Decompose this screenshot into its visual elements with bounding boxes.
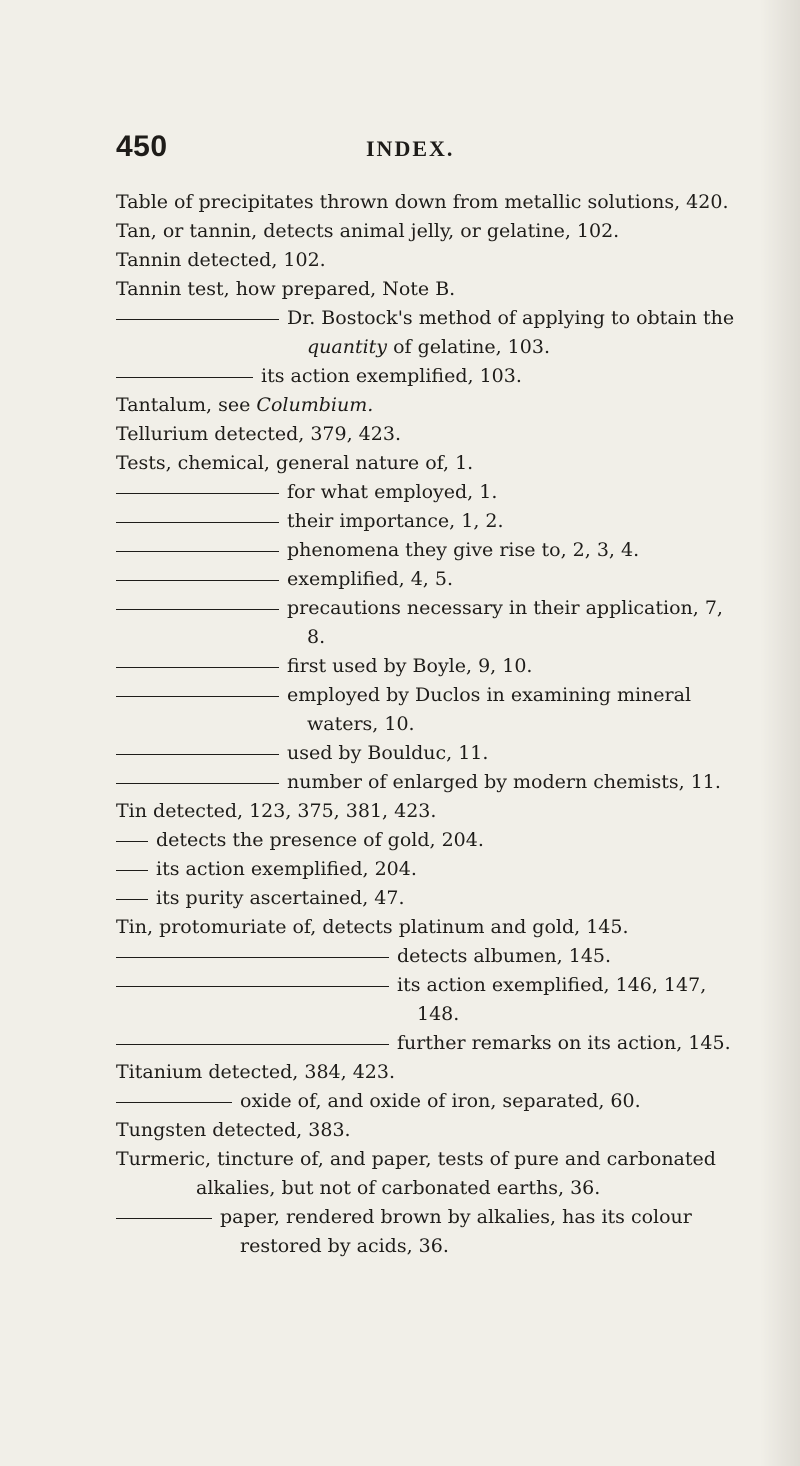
ditto-dash	[116, 377, 253, 378]
index-subentry	[116, 362, 746, 391]
index-entry-text: paper, rendered brown by alkalies, has its colour restored by acids, 36.	[220, 1206, 692, 1257]
index-entry-text: exemplified, 4, 5.	[287, 568, 453, 590]
index-subentry-text	[287, 478, 746, 507]
index-subentry	[116, 536, 746, 565]
index-entry-text: detects the presence of gold, 204.	[156, 829, 484, 851]
index-subentry-text	[397, 971, 746, 1029]
index-entry: Tellurium detected, 379, 423.	[116, 423, 401, 445]
index-entry: Tan, or tannin, detects animal jelly, or gelatine, 102.	[116, 220, 620, 242]
index-subentry	[116, 942, 746, 971]
ditto-dash	[116, 580, 279, 581]
index-subentry	[116, 507, 746, 536]
index-subentry-text	[287, 565, 746, 594]
ditto-dash	[116, 870, 148, 871]
index-subentry	[116, 652, 746, 681]
index-subentry	[116, 565, 746, 594]
index-subentry-text	[397, 1029, 746, 1058]
index-entry-text: used by Boulduc, 11.	[287, 742, 489, 764]
index-list	[116, 188, 746, 1261]
index-subentry	[116, 478, 746, 507]
index-entry-text: for what employed, 1.	[287, 481, 498, 503]
index-entry: Titanium detected, 384, 423.	[116, 1061, 396, 1083]
running-head: INDEX.	[366, 136, 455, 161]
index-entry-text: its action exemplified, 204.	[156, 858, 417, 880]
index-subentry	[116, 1029, 746, 1058]
index-entry-text: of gelatine, 103.	[387, 336, 550, 358]
ditto-dash	[116, 899, 148, 900]
index-subentry-text	[287, 507, 746, 536]
index-entry-italic-text: Columbium.	[256, 394, 374, 416]
index-subentry	[116, 1203, 746, 1261]
ditto-dash	[116, 986, 389, 987]
index-subentry	[116, 594, 746, 652]
index-subentry	[116, 304, 746, 362]
ditto-dash	[116, 667, 279, 668]
index-subentry-text	[261, 362, 746, 391]
ditto-dash	[116, 754, 279, 755]
index-subentry	[116, 739, 746, 768]
index-entry: Table of precipitates thrown down from metallic solutions, 420.	[116, 191, 729, 213]
index-entry	[116, 391, 746, 420]
index-entry-text: first used by Boyle, 9, 10.	[287, 655, 533, 677]
index-entry-text: its action exemplified, 146, 147, 148.	[397, 974, 707, 1025]
index-subentry	[116, 855, 746, 884]
index-entry: Tannin test, how prepared, Note B.	[116, 278, 456, 300]
index-entry-text: its purity ascertained, 47.	[156, 887, 405, 909]
index-entry-italic-text: quantity	[307, 336, 388, 358]
index-subentry	[116, 971, 746, 1029]
index-entry-text: Tantalum, see	[116, 394, 257, 416]
index-entry-text: precautions necessary in their application, 7, 8.	[287, 597, 723, 648]
index-subentry-text	[156, 855, 746, 884]
index-subentry	[116, 1087, 746, 1116]
index-subentry	[116, 768, 746, 797]
index-entry: Tests, chemical, general nature of, 1.	[116, 452, 474, 474]
index-subentry-text	[287, 536, 746, 565]
page-header	[116, 130, 736, 170]
ditto-dash	[116, 696, 279, 697]
index-subentry-text	[156, 826, 746, 855]
ditto-dash	[116, 1218, 212, 1219]
ditto-dash	[116, 522, 279, 523]
ditto-dash	[116, 1044, 389, 1045]
index-subentry-text	[397, 942, 746, 971]
index-entry-text: their importance, 1, 2.	[287, 510, 504, 532]
ditto-dash	[116, 957, 389, 958]
ditto-dash	[116, 1102, 232, 1103]
ditto-dash	[116, 551, 279, 552]
index-subentry-text	[220, 1203, 746, 1261]
index-entry: Tannin detected, 102.	[116, 249, 326, 271]
index-subentry-text	[240, 1087, 746, 1116]
index-subentry-text	[287, 594, 746, 652]
index-subentry-text	[287, 739, 746, 768]
index-entry-text: oxide of, and oxide of iron, separated, 60.	[240, 1090, 641, 1112]
ditto-dash	[116, 493, 279, 494]
ditto-dash	[116, 319, 279, 320]
index-entry: Tungsten detected, 383.	[116, 1119, 351, 1141]
index-subentry	[116, 681, 746, 739]
index-entry-text: further remarks on its action, 145.	[397, 1032, 731, 1054]
ditto-dash	[116, 841, 148, 842]
index-subentry-text	[287, 652, 746, 681]
index-entry-text: its action exemplified, 103.	[261, 365, 522, 387]
index-entry-text: Dr. Bostock's method of applying to obtain the	[287, 307, 735, 329]
index-entry: Tin detected, 123, 375, 381, 423.	[116, 800, 437, 822]
index-entry-text: number of enlarged by modern chemists, 11.	[287, 771, 721, 793]
index-subentry	[116, 884, 746, 913]
index-entry-text: phenomena they give rise to, 2, 3, 4.	[287, 539, 640, 561]
index-subentry-text	[287, 681, 746, 739]
index-entry: Turmeric, tincture of, and paper, tests of pure and carbonated alkalies, but not of carbonated earths, 36.	[116, 1148, 716, 1199]
ditto-dash	[116, 609, 279, 610]
index-subentry-text	[287, 768, 746, 797]
index-entry-text: detects albumen, 145.	[397, 945, 612, 967]
ditto-dash	[116, 783, 279, 784]
index-entry: Tin, protomuriate of, detects platinum and gold, 145.	[116, 916, 629, 938]
page-edge-shadow	[760, 0, 800, 1466]
page-number: 450	[116, 130, 168, 163]
index-subentry-text	[287, 304, 746, 362]
index-entry-text: employed by Duclos in examining mineral waters, 10.	[287, 684, 692, 735]
index-subentry-text	[156, 884, 746, 913]
index-subentry	[116, 826, 746, 855]
